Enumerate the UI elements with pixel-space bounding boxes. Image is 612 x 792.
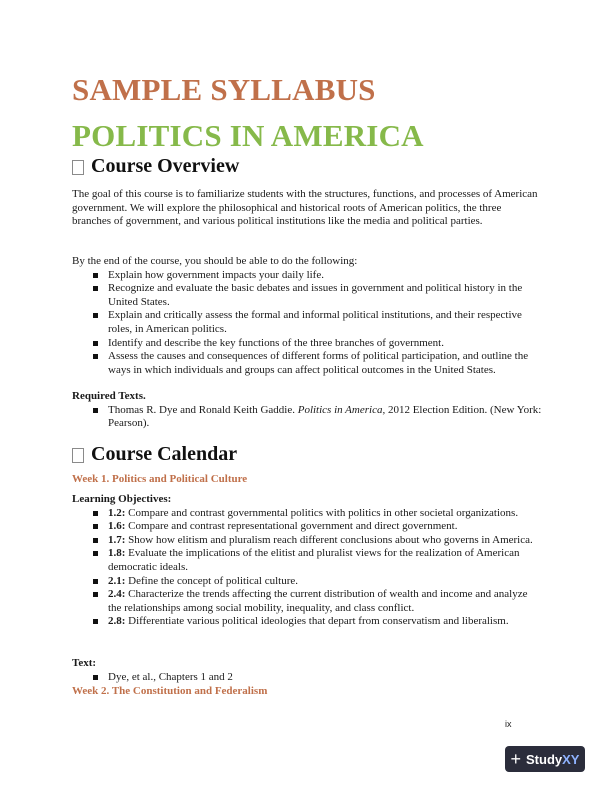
title-sample-syllabus: SAMPLE SYLLABUS xyxy=(72,72,376,107)
course-overview-heading-text: Course Overview xyxy=(91,155,240,177)
book-title: Politics in America, xyxy=(297,403,386,416)
objective-text: Define the concept of political culture. xyxy=(125,574,298,587)
list-item xyxy=(108,534,542,548)
list-item xyxy=(108,520,542,534)
plus-icon: + xyxy=(510,749,522,769)
list-item xyxy=(108,575,542,589)
list-item: Identify and describe the key functions of the three branches of government. xyxy=(108,337,542,351)
objective-text: Show how elitism and pluralism reach different conclusions about who governs in America. xyxy=(125,533,533,546)
overview-paragraph-block xyxy=(72,188,542,229)
list-item: Explain and critically assess the formal and informal political institutions, and their respective roles, in American politics. xyxy=(108,309,542,336)
title-politics-in-america: POLITICS IN AMERICA xyxy=(72,118,424,153)
required-texts-list xyxy=(72,404,542,431)
objectives-label: Learning Objectives: xyxy=(72,493,172,505)
objective-code: 2.8: xyxy=(108,615,126,628)
studyxy-badge[interactable] xyxy=(505,746,585,772)
list-item xyxy=(108,588,542,615)
objective-code: 1.8: xyxy=(108,547,126,560)
book-authors: Thomas R. Dye and Ronald Keith Gaddie. xyxy=(108,403,298,416)
required-texts-block xyxy=(72,390,542,431)
course-overview-heading xyxy=(72,155,239,178)
text-list xyxy=(72,671,542,685)
list-item: Assess the causes and consequences of different forms of political participation, and outline the ways in which individuals and groups can affect political outcomes in the United States. xyxy=(108,350,542,377)
objective-code: 1.6: xyxy=(108,520,126,533)
course-calendar-heading-text: Course Calendar xyxy=(91,443,238,465)
objective-code: 1.2: xyxy=(108,506,126,519)
page-number: ix xyxy=(505,719,512,729)
objective-text: Differentiate various political ideologies that depart from conservatism and liberalism. xyxy=(125,615,509,628)
goals-intro: By the end of the course, you should be able to do the following: xyxy=(72,255,358,267)
objectives-block xyxy=(72,493,542,629)
badge-brand-accent: XY xyxy=(562,751,580,767)
list-item: Dye, et al., Chapters 1 and 2 xyxy=(108,671,542,685)
objectives-list xyxy=(72,507,542,629)
list-item xyxy=(108,404,542,431)
objective-code: 2.4: xyxy=(108,588,126,601)
objective-text: Evaluate the implications of the elitist and pluralist views for the realization of American democratic ideals. xyxy=(108,547,520,573)
list-item xyxy=(108,615,542,629)
objective-code: 1.7: xyxy=(108,533,126,546)
list-item xyxy=(108,547,542,574)
objective-text: Compare and contrast representational government and direct government. xyxy=(125,520,458,533)
objective-code: 2.1: xyxy=(108,574,126,587)
course-calendar-heading xyxy=(72,443,237,466)
objective-text: Compare and contrast governmental politics with politics in other societal organizations. xyxy=(125,506,519,519)
goals-block xyxy=(72,255,542,377)
list-item: Explain how government impacts your daily life. xyxy=(108,269,542,283)
week-1-title: Week 1. Politics and Political Culture xyxy=(72,473,248,485)
book-details: 2012 Election Edition. (New York: Pearson). xyxy=(108,403,542,430)
week-2-title: Week 2. The Constitution and Federalism xyxy=(72,685,268,697)
objective-text: Characterize the trends affecting the current distribution of wealth and income and analyze the relationships among social mobility, inequality, and class conflict. xyxy=(108,588,528,614)
checkbox-icon xyxy=(72,160,84,175)
list-item xyxy=(108,507,542,521)
checkbox-icon xyxy=(72,448,84,463)
week-1-text-block xyxy=(72,657,542,684)
required-texts-label: Required Texts. xyxy=(72,390,146,402)
text-label: Text: xyxy=(72,657,97,669)
badge-brand: Study xyxy=(526,751,563,767)
goals-list xyxy=(72,269,542,378)
overview-paragraph: The goal of this course is to familiarize students with the structures, functions, and processes of American government. We will explore the philosophical and historical roots of American politics, the three branches of government, and various political institutions like the media and political parties. xyxy=(72,188,538,228)
list-item: Recognize and evaluate the basic debates and issues in government and political history in the United States. xyxy=(108,282,542,309)
